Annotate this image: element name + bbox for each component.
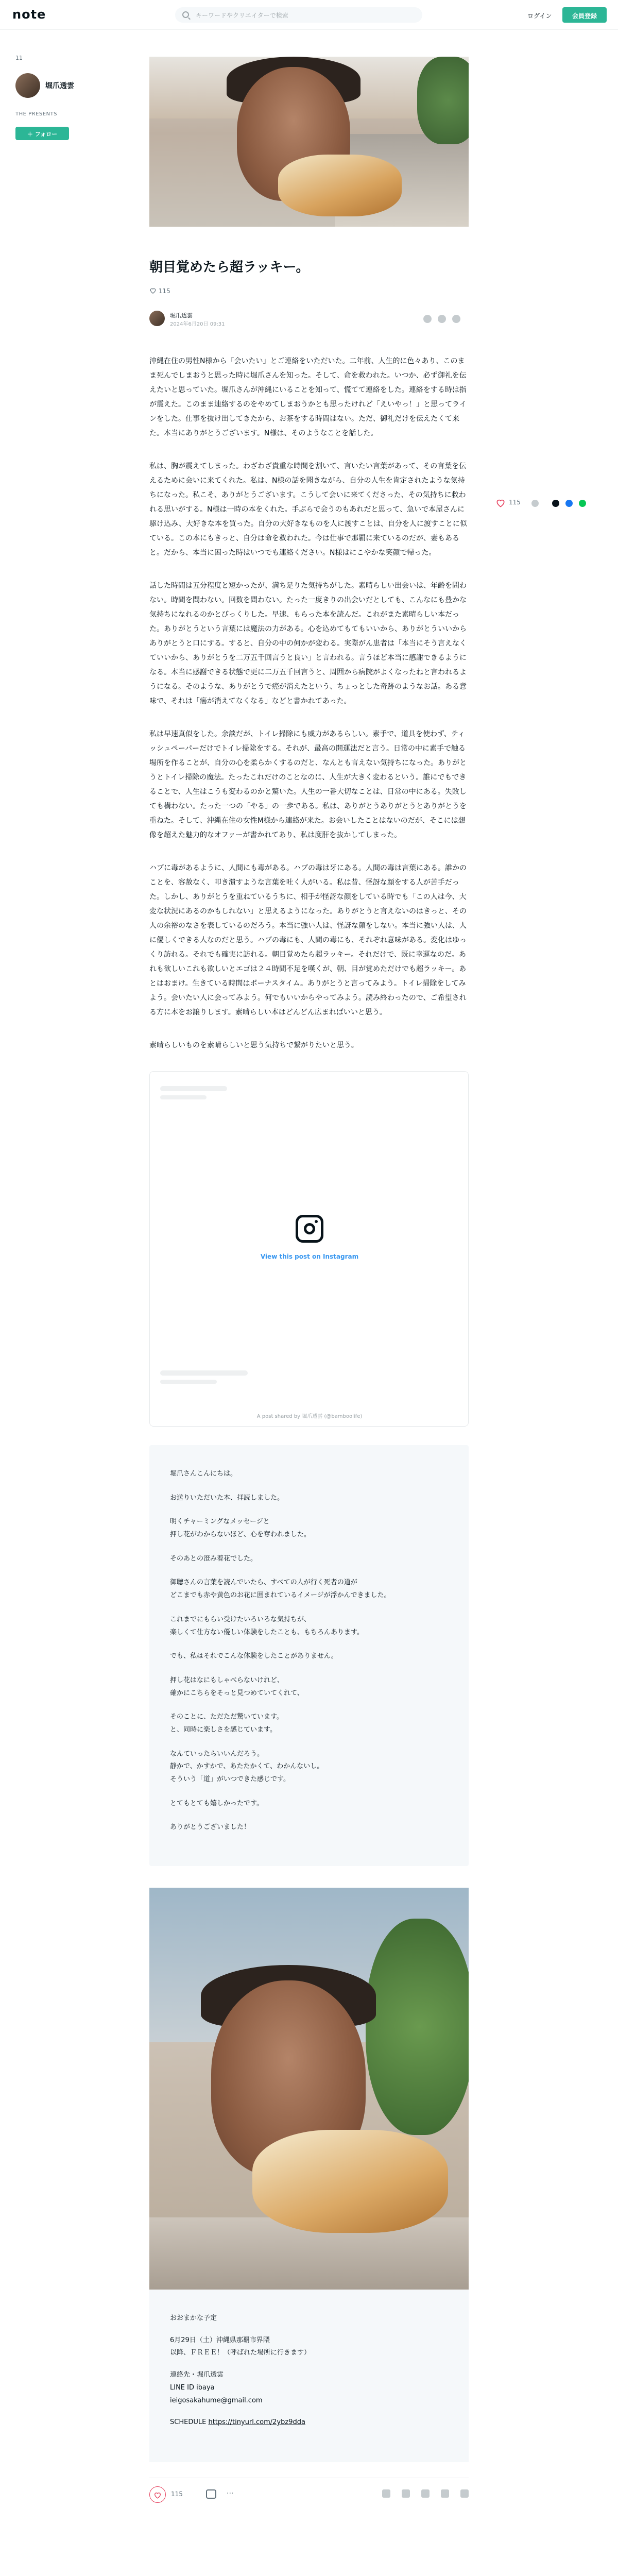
x-icon[interactable] bbox=[552, 500, 559, 507]
schedule-info bbox=[149, 2290, 469, 2462]
follow-label: フォロー bbox=[35, 131, 58, 138]
x-icon[interactable] bbox=[423, 315, 432, 323]
quote-line: 明くチャーミングなメッセージと 押し花がわからないほど、心を奪われました。 bbox=[170, 1518, 311, 1539]
quote-line: そのあとの澄み着花でした。 bbox=[170, 1554, 258, 1563]
heart-icon bbox=[153, 2491, 162, 2499]
author-tagline: THE PRESENTS bbox=[15, 111, 58, 117]
article-photo bbox=[149, 1888, 469, 2290]
login-button[interactable]: ログイン bbox=[527, 12, 552, 20]
quote-line: これまでにもらい受けたいろいろな気持ちが、 楽しくて仕方ない優しい体験をしたことも、もちろんあります。 bbox=[170, 1615, 364, 1636]
paragraph: 素晴らしいものを素晴らしいと思う気持ちで繋がりたいと思う。 bbox=[149, 1041, 358, 1049]
article-title: 朝目覚めたら超ラッキー。 bbox=[149, 260, 310, 275]
follow-button[interactable] bbox=[15, 127, 69, 140]
info-contact: 連絡先・堀爪透雲 LINE ID ibaya ieigosakahume@gmail.com bbox=[170, 2371, 263, 2404]
facebook-icon[interactable] bbox=[421, 2489, 430, 2498]
author-name[interactable]: 堀爪透雲 bbox=[45, 82, 74, 90]
follower-count: 11 bbox=[15, 55, 23, 61]
info-schedule: 6月29日（土）沖縄県那覇市界隈 以降、ＦＲＥＥ！（呼ばれた場所に行きます） bbox=[170, 2336, 311, 2357]
avatar[interactable] bbox=[149, 311, 165, 326]
paragraph: 私は、胸が震えてしまった。わざわざ貴重な時間を割いて、言いたい言葉があって、その言葉を伝えるために会いに来てくれた。私は、N様の話を聞きながら、自分の人生を肯定されたような気持ちになった。私こそ、ありがとうございます。こうして会いに来てくださった、その気持ちに救われる思いがする。N様は一時の本をくれた。手ぶらで会うのもあれだと思って、急いで本屋さんに駆け込み、大好きな本を買った。自分の大好きなものを人に渡すことは、自分を人に渡すことに似ている。この本にもきっと、自分は命を救われた。今は仕事で那覇に来ているのだが、妻もあると。だから、本当に困った時はいつでも連絡ください。N様はにこやかな笑顔で帰った。 bbox=[149, 462, 467, 557]
quote-line: そのことに、ただただ驚いています。 と、同時に楽しさを感じています。 bbox=[170, 1713, 283, 1734]
paragraph: ハブに毒があるように、人間にも毒がある。ハブの毒は牙にある。人間の毒は言葉にある。誰かのことを、容赦なく、叩き潰すような言葉を吐く人がいる。私は昔、怪訝な顔をする人が苦手だった。しかし、ありがとうを重ねているうちに、相手が怪訝な顔をしている時でも「この人は今、大変な状況にあるのかもしれない」と思えるようになった。ありがとうと言えないのはきっと、その人の余裕のなさを表しているのだろう。本当に強い人は、怪訝な顔をしない。本当に強い人は、人に優しくできる人なのだと思う。ハブの毒にも、人間の毒にも、それぞれ意味がある。変化はゆっくり訪れる。それでも確実に訪れる。朝目覚めたら超ラッキー。それだけで、既に幸運なのだ。あれも欲しいこれも欲しいとエゴは２４時間不足を嘆くが、朝、目が覚めただけでも超ラッキー。あとはおまけ。生きている時間はボーナスタイム。ありがとうと言ってみよう。トイレ掃除をしてみよう。会いたい人に会ってみよう。何でもいいからやってみよう。読み終わったので、ご希望される方に本をお譲りします。素晴らしい本はどんどん広まればいいと思う。 bbox=[149, 864, 467, 1016]
line-icon[interactable] bbox=[579, 500, 586, 507]
x-icon[interactable] bbox=[402, 2489, 410, 2498]
comment-icon[interactable] bbox=[206, 2489, 216, 2499]
instagram-caption: A post shared by 堀爪透雲 (@bamboolife) bbox=[256, 1414, 363, 1419]
link-icon[interactable] bbox=[531, 500, 539, 507]
quote-line: お送りいただいた本、拝読しました。 bbox=[170, 1494, 284, 1502]
like-count: 115 bbox=[509, 499, 521, 506]
search-icon bbox=[182, 11, 189, 18]
signup-button[interactable]: 会員登録 bbox=[562, 7, 607, 23]
like-count: 115 bbox=[158, 287, 170, 295]
more-icon[interactable]: ··· bbox=[227, 2489, 234, 2498]
paragraph: 沖縄在住の男性N様から「会いたい」とご連絡をいただいた。二年前、人生的に色々あり、このまま死んでしまおうと思った時に堀爪さんを知った。そして、命を救われた。いつか、必ず御礼を伝えたいと思っていた。堀爪さんが沖縄にいることを知って、慌てて連絡をした。連絡をする時は指が震えた。このまま連絡するのをやめてしまおうかとも思ったけれど「えいやっ！」と思ってラインをした。仕事を抜け出してきたから、お茶をする時間はない。ただ、御礼だけを伝えたくて来た。本当にありがとうございます。N様は、そのようなことを話した。 bbox=[149, 357, 467, 437]
quote-line: なんていったらいいんだろう。 静かで、かすかで、あたたかくて、わかんないし。 そういう「道」がいつできた感じです。 bbox=[170, 1750, 324, 1783]
paragraph: 話した時間は五分程度と短かったが、満ち足りた気持ちがした。素晴らしい出会いは、年齢を問わない。時間を問わない。回数を問わない。たった一度きりの出会いだとしても、こんなにも豊かな気持ちになれるのかとびっくりした。早速、もらった本を読んだ。これがまた素晴らしい本だった。ありがとうという言葉には魔法の力がある。心を込めてもてもいいから、ありがとういいからありがとうと口にする。すると、自分の中の何かが変わる。実際がん患者は「本当にそう言えなくていいから、ありがとうを二万五千回言うと良い」と言われる。言うほど本当に感謝できるようになる。本当に感謝できる状態で更に二万五千回言うと、周囲から病院がよくなったねと言われるようになる。そのような、ありがとうで癌が消えたという、ちょっとした奇跡のようなお話。ある意味で、それは「癌が消えてなくなる」などと書かれてあった。 bbox=[149, 582, 467, 705]
user-plus-icon: ＋ bbox=[27, 131, 33, 138]
author-sidebar bbox=[15, 55, 108, 138]
share-icons bbox=[417, 315, 469, 324]
heart-icon[interactable] bbox=[495, 498, 506, 508]
publish-date: 2024年6月20日 09:31 bbox=[170, 321, 225, 327]
quoted-message bbox=[149, 1445, 469, 1866]
author-name[interactable]: 堀爪透雲 bbox=[170, 312, 193, 319]
like-button[interactable] bbox=[149, 2486, 166, 2503]
share-icons bbox=[335, 2489, 469, 2500]
avatar[interactable] bbox=[15, 73, 40, 98]
search-placeholder: キーワードやクリエイターで検索 bbox=[196, 12, 288, 19]
quote-line: でも、私はそれでこんな体験をしたことがありません。 bbox=[170, 1652, 338, 1660]
schedule-link[interactable]: https://tinyurl.com/2ybz9dda bbox=[208, 2418, 305, 2427]
quote-line: とてもとても嬉しかったです。 bbox=[170, 1799, 263, 1807]
facebook-icon[interactable] bbox=[565, 500, 573, 507]
instagram-icon bbox=[296, 1215, 323, 1243]
article-body bbox=[149, 354, 469, 1053]
like-summary bbox=[149, 287, 469, 297]
embed-icon[interactable] bbox=[460, 2489, 469, 2498]
instagram-embed[interactable] bbox=[149, 1071, 469, 1427]
instagram-link[interactable]: View this post on Instagram bbox=[260, 1253, 359, 1260]
quote-line: 堀爪さんこんにちは。 bbox=[170, 1470, 237, 1478]
floating-share-bar bbox=[495, 496, 609, 511]
search-input[interactable] bbox=[175, 7, 422, 23]
link-icon[interactable] bbox=[382, 2489, 390, 2498]
info-heading: おおまかな予定 bbox=[170, 2314, 217, 2323]
hero-image bbox=[149, 57, 469, 227]
info-schedule-link: SCHEDULE https://tinyurl.com/2ybz9dda bbox=[170, 2418, 305, 2427]
like-count: 115 bbox=[171, 2490, 183, 2498]
article bbox=[149, 57, 469, 2498]
note-logo[interactable]: note bbox=[12, 7, 46, 22]
heart-icon[interactable] bbox=[149, 287, 157, 294]
top-nav bbox=[0, 0, 618, 30]
byline bbox=[149, 311, 469, 328]
paragraph: 私は早速真似をした。余談だが、トイレ掃除にも威力があるらしい。素手で、道具を使わず、ティッシュペーパーだけでトイレ掃除をする。それが、最高の開運法だと言う。日常の中に素手で触る場所を作ることが、自分の心を柔らかくするのだと、なんとも言えない気持ちになった。ありがとうとトイレ掃除の魔法。たったこれだけのことなのに、人生が大きく変わるという。誰にでもできることで、人生はこうも変わるのかと驚いた。人生の一番大切なことは、日常の中にある。失敗しても構わない。たった一つの「やる」の一歩である。私は、ありがとうありがとうとありがとうを重ねた。そして、沖縄在住の女性M様から連絡が来た。お会いしたことはないのだが、そこには想像を超えた魅力的なオファーが書かれてあり、私は度肝を抜かしてしまった。 bbox=[149, 730, 467, 839]
article-actions bbox=[149, 2478, 469, 2498]
quote-line: 押し花はなにもしゃべらないけれど、 確かにこちらをそっと見つめていてくれて、 bbox=[170, 1676, 304, 1697]
more-icon[interactable] bbox=[452, 315, 460, 323]
facebook-icon[interactable] bbox=[438, 315, 446, 323]
line-icon[interactable] bbox=[441, 2489, 449, 2498]
quote-line: 御聴さんの言葉を読んでいたら、すべての人が行く死者の道が どこまでも赤や黄色のお花に囲まれているイメージが浮かんできました。 bbox=[170, 1579, 391, 1600]
quote-line: ありがとうございました！ bbox=[170, 1823, 251, 1832]
